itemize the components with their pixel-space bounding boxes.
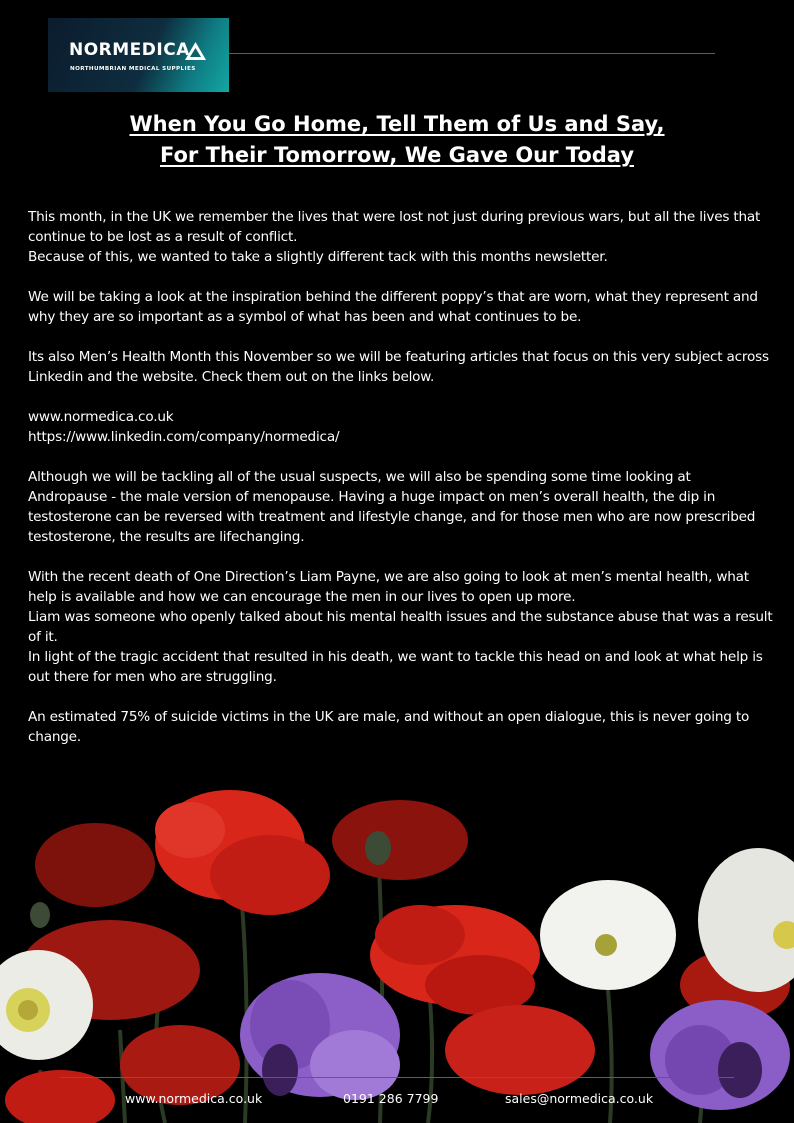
paragraph-liam-payne: With the recent death of One Direction’s Liam Payne, we are also going to look at men’s mental health, what help is available and how we can encourage the men in our lives to open up more. [28, 569, 754, 605]
header-divider [229, 53, 715, 54]
title-line-1: When You Go Home, Tell Them of Us and Say, [129, 112, 665, 136]
logo-name: NORMEDICA [69, 40, 190, 60]
paragraph-statistic: An estimated 75% of suicide victims in the UK are male, and without an open dialogue, this is never going to change. [28, 709, 754, 745]
paragraph-andropause: Although we will be tackling all of the usual suspects, we will also be spending some time looking at Andropause - the male version of menopause. Having a huge impact on men’s overall health, the dip in testosterone can be reversed with treatment and lifestyle change, and for those men who are now prescribed testosterone, the results are lifechanging. [28, 469, 760, 545]
website-link[interactable]: www.normedica.co.uk [28, 409, 174, 425]
paragraph-mens-health: Its also Men’s Health Month this November so we will be featuring articles that focus on this very subject across Linkedin and the website. Check them out on the links below. [28, 349, 774, 385]
paragraph-poppies: We will be taking a look at the inspiration behind the different poppy’s that are worn, what they represent and why they are so important as a symbol of what has been and what continues to be. [28, 289, 762, 325]
paragraph-different-tack: Because of this, we wanted to take a slightly different tack with this months newsletter. [28, 249, 608, 265]
normedica-logo [48, 18, 229, 92]
logo-subtitle: NORTHUMBRIAN MEDICAL SUPPLIES [70, 66, 196, 72]
footer-website[interactable]: www.normedica.co.uk [125, 1091, 263, 1106]
paragraph-remembrance: This month, in the UK we remember the lives that were lost not just during previous wars, but all the lives that continue to be lost as a result of conflict. [28, 209, 765, 245]
footer-phone[interactable]: 0191 286 7799 [343, 1091, 439, 1106]
newsletter-title [0, 109, 794, 171]
footer-email[interactable]: sales@normedica.co.uk [505, 1091, 654, 1106]
linkedin-link[interactable]: https://www.linkedin.com/company/normedica/ [28, 429, 340, 445]
footer-divider [60, 1077, 734, 1078]
paragraph-tackle: In light of the tragic accident that resulted in his death, we want to tackle this head on and look at what help is out there for men who are struggling. [28, 649, 767, 685]
title-line-2: For Their Tomorrow, We Gave Our Today [159, 143, 635, 167]
paragraph-mental-health: Liam was someone who openly talked about his mental health issues and the substance abuse that was a result of it. [28, 609, 777, 645]
triangle-logo-icon [185, 42, 206, 60]
newsletter-body [28, 207, 777, 747]
poppy-field-image [0, 770, 794, 1123]
